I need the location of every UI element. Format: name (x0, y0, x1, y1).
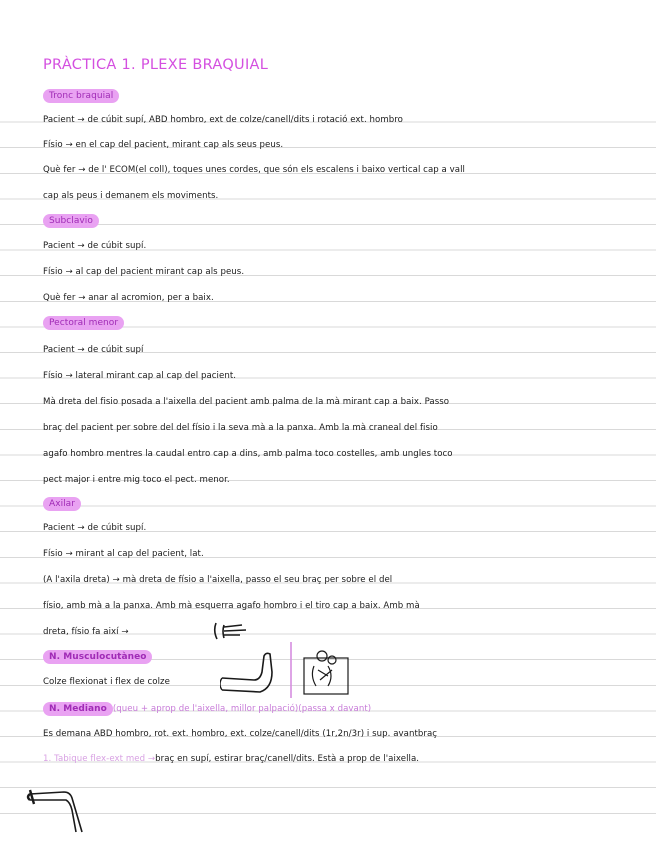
note-line: agafo hombro mentres la caudal entro cap a dins, amb palma toco costelles, amb ungles toco (43, 449, 453, 459)
note-line: Físio → mirant al cap del pacient, lat. (43, 549, 204, 559)
note-line: pect major i entre mig toco el pect. menor. (43, 475, 230, 485)
heading-subclavio-label: Subclavio (43, 214, 99, 228)
patient-on-table-sketch (298, 646, 354, 698)
note-line-text: braç en supí, estirar braç/canell/dits. Està a prop de l'aixella. (155, 754, 420, 764)
note-line: Es demana ABD hombro, rot. ext. hombro, ext. colze/canell/dits (1r,2n/3r) i sup. avantbraç (43, 729, 438, 739)
note-line: Pacient → de cúbit supí, ABD hombro, ext de colze/canell/dits i rotació ext. hombro (43, 115, 403, 125)
heading-musculocutaneo-label: N. Musculocutàneo (43, 650, 152, 664)
heading-tronc-braquial (43, 89, 119, 103)
arm-sketch (24, 776, 88, 836)
note-line: dreta, físio fa així → (43, 627, 129, 637)
note-line: físio, amb mà a la panxa. Amb mà esquerra agafo hombro i el tiro cap a baix. Amb mà (43, 601, 420, 611)
heading-axilar (43, 497, 81, 511)
note-line-pink-prefix: 1. Tabique flex-ext med → (43, 754, 156, 764)
heading-mediano-note: (queu + aprop de l'aixella, millor palpació)(passa x davant) (112, 704, 372, 714)
heading-subclavio (43, 214, 99, 228)
heading-mediano (43, 702, 371, 716)
note-line: Pacient → de cúbit supí. (43, 241, 147, 251)
page-title: PRÀCTICA 1. PLEXE BRAQUIAL (43, 57, 269, 73)
heading-pectoral-menor (43, 316, 124, 330)
note-line: Físio → en el cap del pacient, mirant cap als seus peus. (43, 140, 284, 150)
note-line: Físio → al cap del pacient mirant cap als peus. (43, 267, 245, 277)
hand-sketch-icon (212, 621, 252, 641)
note-line: Pacient → de cúbit supí. (43, 523, 147, 533)
heading-musculocutaneo (43, 650, 152, 664)
heading-mediano-label: N. Mediano (43, 702, 113, 716)
note-line: cap als peus i demanem els moviments. (43, 191, 219, 201)
note-line: braç del pacient per sobre del del físio i la seva mà a la panxa. Amb la mà craneal del fisio (43, 423, 438, 433)
note-line: (A l'axila dreta) → mà dreta de físio a l'aixella, passo el seu braç per sobre el del (43, 575, 393, 585)
vertical-divider (288, 642, 294, 698)
heading-axilar-label: Axilar (43, 497, 81, 511)
note-line: Pacient → de cúbit supí (43, 345, 144, 355)
heading-pectoral-menor-label: Pectoral menor (43, 316, 124, 330)
elbow-flexion-sketch (220, 650, 280, 696)
note-line: Mà dreta del fisio posada a l'aixella del pacient amb palma de la mà mirant cap a baix. Passo (43, 397, 450, 407)
note-line: Què fer → anar al acromion, per a baix. (43, 293, 214, 303)
note-line: Físio → lateral mirant cap al cap del pacient. (43, 371, 237, 381)
note-line: Colze flexionat i flex de colze (43, 677, 170, 687)
heading-tronc-braquial-label: Tronc braquial (43, 89, 119, 103)
note-line (43, 754, 419, 764)
note-line: Què fer → de l' ECOM(el coll), toques unes cordes, que són els escalens i baixo vertical cap a vall (43, 165, 465, 175)
